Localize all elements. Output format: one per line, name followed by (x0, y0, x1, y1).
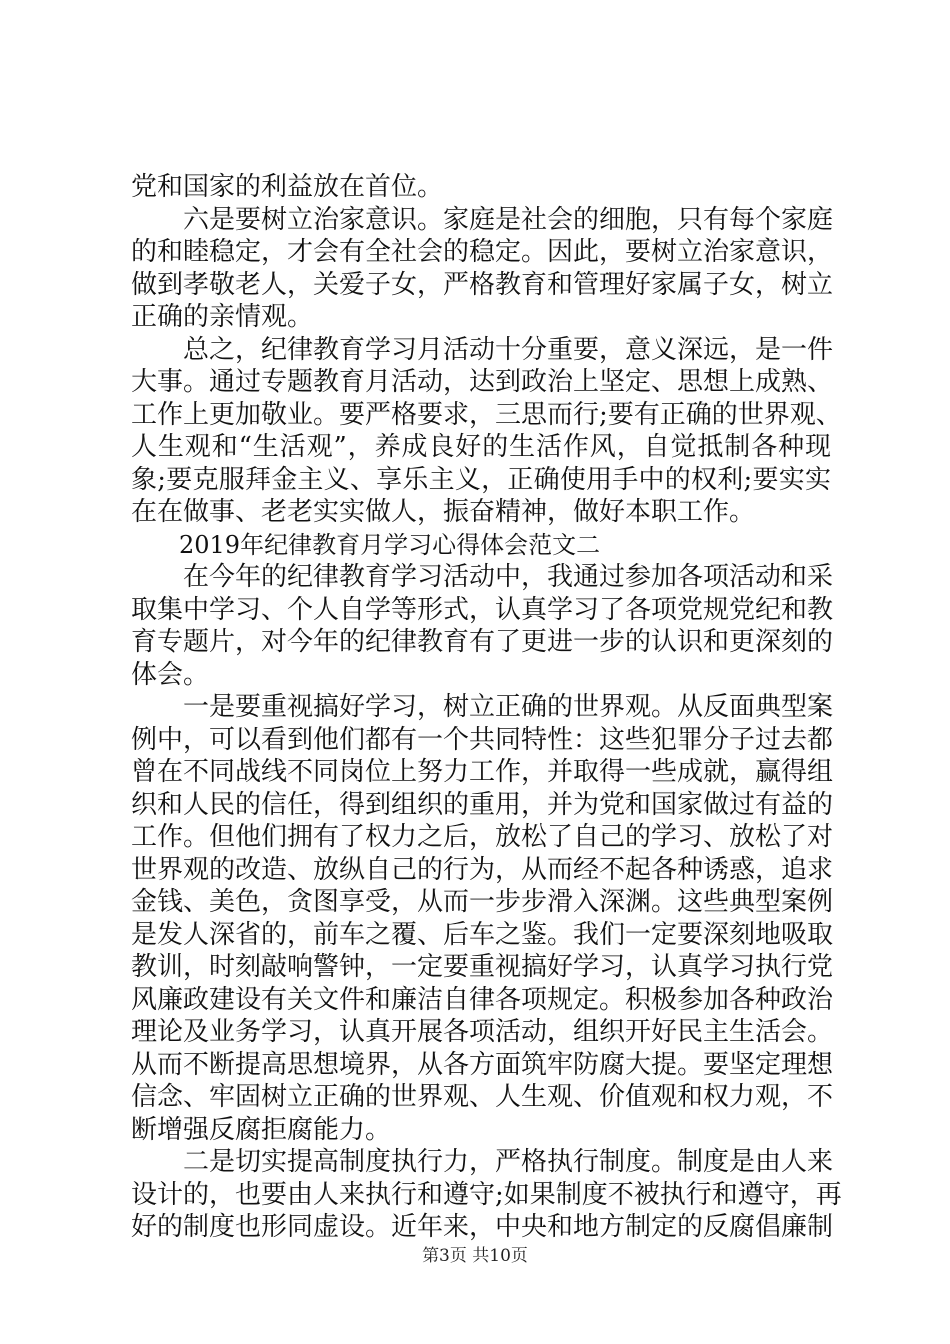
text-line: 理论及业务学习，认真开展各项活动，组织开好民主生活会。 (131, 1017, 834, 1047)
text-line: 育专题片，对今年的纪律教育有了更进一步的认识和更深刻的 (131, 627, 834, 657)
document-body (131, 171, 842, 1244)
text-line: 的和睦稳定，才会有全社会的稳定。因此，要树立治家意识， (131, 237, 834, 267)
text-line: 总之，纪律教育学习月活动十分重要，意义深远，是一件 (183, 334, 834, 365)
text-line: 体会。 (131, 659, 210, 690)
text-line: 金钱、美色，贪图享受，从而一步步滑入深渊。这些典型案例 (131, 887, 834, 917)
text-line: 世界观的改造、放纵自己的行为，从而经不起各种诱惑，追求 (131, 854, 834, 885)
text-line: 六是要树立治家意识。家庭是社会的细胞，只有每个家庭 (183, 204, 834, 235)
text-line: 大事。通过专题教育月活动，达到政治上坚定、思想上成熟、 (131, 367, 834, 397)
text-line: 二是切实提高制度执行力，严格执行制度。制度是由人来 (183, 1147, 834, 1177)
text-line: 正确的亲情观。 (131, 302, 314, 332)
text-line: 好的制度也形同虚设。近年来，中央和地方制定的反腐倡廉制 (131, 1212, 834, 1242)
text-line: 工作。但他们拥有了权力之后，放松了自己的学习、放松了对 (131, 822, 834, 852)
page-number-label: 第3页 共10页 (422, 1246, 528, 1266)
page-footer (0, 1245, 950, 1267)
text-line: 断增强反腐拒腐能力。 (131, 1114, 392, 1145)
text-line: 风廉政建设有关文件和廉洁自律各项规定。积极参加各种政治 (131, 984, 834, 1015)
section-heading: 2019年纪律教育月学习心得体会范文二 (179, 530, 601, 559)
text-line: 在今年的纪律教育学习活动中，我通过参加各项活动和采 (183, 562, 834, 592)
text-line: 做到孝敬老人，关爱子女，严格教育和管理好家属子女，树立 (131, 269, 834, 300)
text-line: 教训，时刻敲响警钟，一定要重视搞好学习，认真学习执行党 (131, 952, 834, 982)
text-line: 人生观和“生活观”，养成良好的生活作风，自觉抵制各种现 (131, 432, 831, 462)
text-line: 曾在不同战线不同岗位上努力工作，并取得一些成就，赢得组 (131, 757, 834, 787)
text-line: 象;要克服拜金主义、享乐主义，正确使用手中的权利;要实实 (131, 464, 831, 495)
text-line: 工作上更加敬业。要严格要求，三思而行;要有正确的世界观、 (131, 399, 842, 430)
text-line: 是发人深省的，前车之覆、后车之鉴。我们一定要深刻地吸取 (131, 919, 834, 950)
text-line: 党和国家的利益放在首位。 (131, 172, 444, 202)
text-line: 信念、牢固树立正确的世界观、人生观、价值观和权力观，不 (131, 1082, 834, 1112)
text-line: 例中，可以看到他们都有一个共同特性：这些犯罪分子过去都 (131, 724, 834, 755)
text-line: 设计的，也要由人来执行和遵守;如果制度不被执行和遵守，再 (131, 1179, 842, 1210)
text-line: 取集中学习、个人自学等形式，认真学习了各项党规党纪和教 (131, 594, 834, 625)
text-line: 在在做事、老老实实做人，振奋精神，做好本职工作。 (131, 497, 756, 527)
text-line: 一是要重视搞好学习，树立正确的世界观。从反面典型案 (183, 692, 834, 722)
text-line: 从而不断提高思想境界，从各方面筑牢防腐大提。要坚定理想 (131, 1049, 834, 1080)
text-line: 织和人民的信任，得到组织的重用，并为党和国家做过有益的 (131, 789, 834, 820)
